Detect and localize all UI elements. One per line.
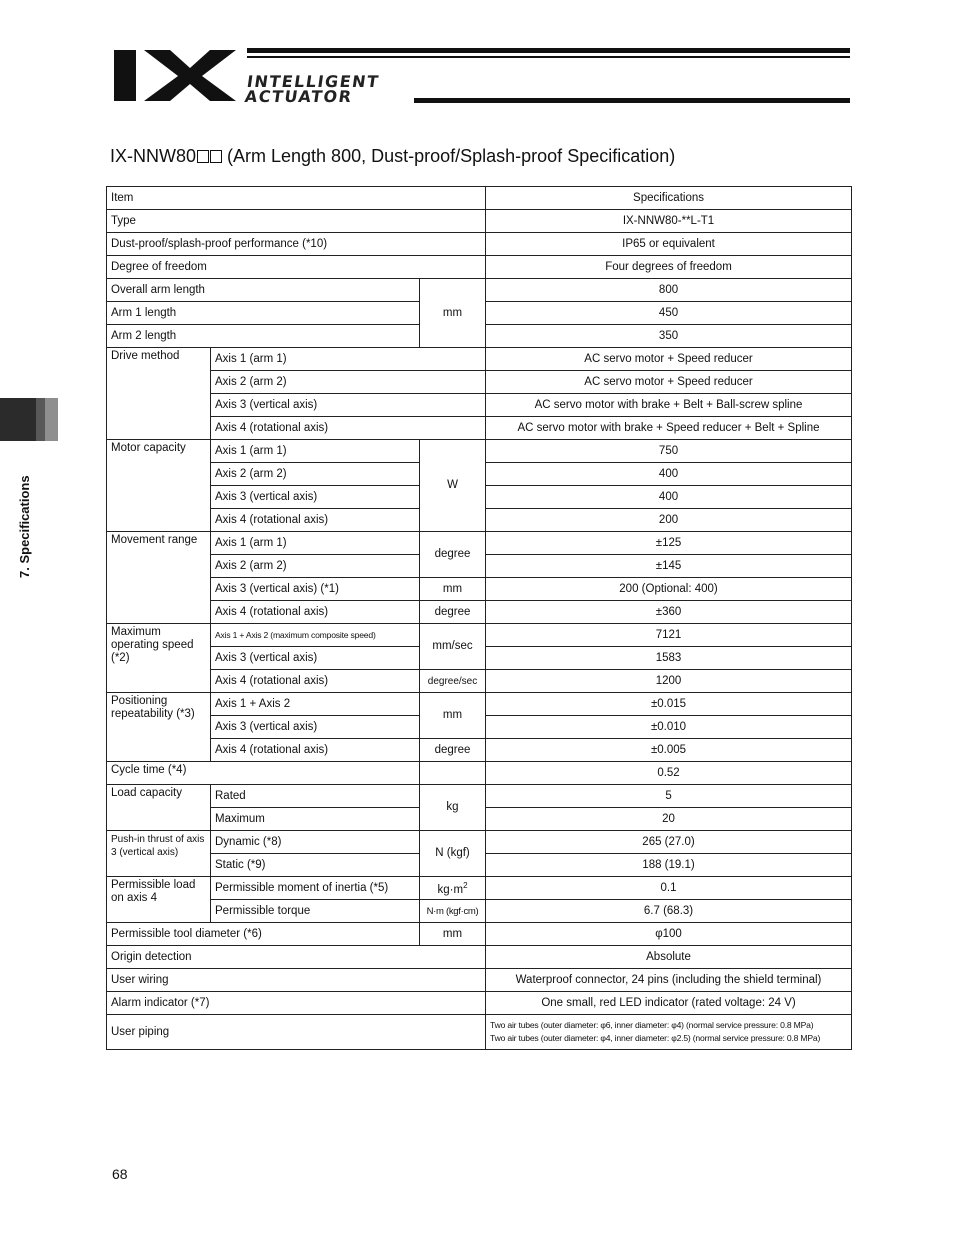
axis-label: Axis 3 (vertical axis): [211, 716, 420, 739]
table-row: [107, 992, 852, 1015]
axis-label: Axis 3 (vertical axis) (*1): [211, 578, 420, 601]
unit-cell: degree: [420, 532, 486, 578]
table-row: [107, 210, 852, 233]
empty-unit-cell: [420, 762, 486, 785]
thrust-value: 265 (27.0): [486, 831, 852, 854]
unit-cell: mm: [420, 923, 486, 946]
table-row: [107, 762, 852, 785]
motor-value: 400: [486, 463, 852, 486]
axis-label: Axis 1 (arm 1): [211, 348, 486, 371]
logo-line-actuator: ACTUATOR: [243, 87, 354, 106]
table-row: [107, 923, 852, 946]
perm-inertia-label: Permissible moment of inertia (*5): [211, 877, 420, 900]
chapter-label: 7. Specifications: [17, 475, 32, 578]
overall-value: 800: [486, 279, 852, 302]
logo-rule-bottom: [414, 98, 850, 103]
table-row: [107, 693, 852, 716]
thrust-static-label: Static (*9): [211, 854, 420, 877]
load-value: 20: [486, 808, 852, 831]
speed-value: 7121: [486, 624, 852, 647]
move-value: ±125: [486, 532, 852, 555]
unit-cell: mm/sec: [420, 624, 486, 670]
move-label: Movement range: [107, 532, 211, 624]
header-spec: Specifications: [486, 187, 852, 210]
chapter-tab: [0, 398, 58, 441]
axis-label: Axis 4 (rotational axis): [211, 739, 420, 762]
table-row: [107, 739, 852, 762]
pos-value: ±0.005: [486, 739, 852, 762]
move-value: ±145: [486, 555, 852, 578]
perm-torque-value: 6.7 (68.3): [486, 900, 852, 923]
wiring-value: Waterproof connector, 24 pins (including the shield terminal): [486, 969, 852, 992]
origin-value: Absolute: [486, 946, 852, 969]
drive-value: AC servo motor + Speed reducer: [486, 348, 852, 371]
unit-cell: W: [420, 440, 486, 532]
pos-value: ±0.015: [486, 693, 852, 716]
page-number: 68: [112, 1166, 128, 1182]
axis-label: Axis 2 (arm 2): [211, 463, 420, 486]
drive-value: AC servo motor with brake + Belt + Ball-screw spline: [486, 394, 852, 417]
type-value: IX-NNW80-**L-T1: [486, 210, 852, 233]
table-row: [107, 946, 852, 969]
axis-label: Axis 4 (rotational axis): [211, 509, 420, 532]
arm1-label: Arm 1 length: [107, 302, 420, 325]
table-row: [107, 831, 852, 854]
table-row: [107, 371, 852, 394]
perm-label: Permissible load on axis 4: [107, 877, 211, 923]
speed-value: 1200: [486, 670, 852, 693]
motor-value: 750: [486, 440, 852, 463]
table-row: [107, 601, 852, 624]
drive-value: AC servo motor with brake + Speed reducer + Belt + Spline: [486, 417, 852, 440]
dof-label: Degree of freedom: [107, 256, 486, 279]
axis-label: Axis 3 (vertical axis): [211, 647, 420, 670]
logo-line-intelligent: INTELLIGENT: [245, 72, 381, 91]
ix-logo-mark: [114, 48, 236, 103]
load-value: 5: [486, 785, 852, 808]
pos-label: Positioning repeatability (*3): [107, 693, 211, 762]
table-row: [107, 279, 852, 302]
axis-label: Axis 4 (rotational axis): [211, 601, 420, 624]
axis-label: Axis 4 (rotational axis): [211, 670, 420, 693]
unit-cell: degree: [420, 739, 486, 762]
unit-kgm-sup: 2: [463, 881, 468, 891]
table-row: [107, 624, 852, 647]
unit-kgm: kg·m: [437, 883, 464, 896]
type-label: Type: [107, 210, 486, 233]
overall-label: Overall arm length: [107, 279, 420, 302]
tool-value: φ100: [486, 923, 852, 946]
cycle-value: 0.52: [486, 762, 852, 785]
piping-value: [486, 1015, 852, 1050]
ix-logo: [114, 48, 850, 108]
unit-cell: [420, 877, 486, 900]
axis-label: Axis 3 (vertical axis): [211, 486, 420, 509]
piping-line: Two air tubes (outer diameter: φ6, inner diameter: φ4) (normal service pressure: 0.8 MPa): [490, 1020, 814, 1030]
title-description: (Arm Length 800, Dust-proof/Splash-proof Specification): [222, 146, 676, 166]
piping-line: Two air tubes (outer diameter: φ4, inner diameter: φ2.5) (normal service pressure: 0.8 MPa): [490, 1033, 821, 1043]
placeholder-box-icon: [197, 150, 209, 163]
motor-label: Motor capacity: [107, 440, 211, 532]
thrust-dynamic-label: Dynamic (*8): [211, 831, 420, 854]
dust-label: Dust-proof/splash-proof performance (*10): [107, 233, 486, 256]
table-row: [107, 394, 852, 417]
table-row: [107, 877, 852, 900]
arm2-value: 350: [486, 325, 852, 348]
table-row: [107, 256, 852, 279]
unit-cell: degree: [420, 601, 486, 624]
cycle-label: Cycle time (*4): [107, 762, 420, 785]
table-row: [107, 187, 852, 210]
wiring-label: User wiring: [107, 969, 486, 992]
unit-cell: N·m (kgf·cm): [420, 900, 486, 923]
table-row: [107, 532, 852, 555]
piping-label: User piping: [107, 1015, 486, 1050]
drive-label: Drive method: [107, 348, 211, 440]
thrust-label: Push-in thrust of axis 3 (vertical axis): [107, 831, 211, 877]
header-item: Item: [107, 187, 486, 210]
table-row: [107, 1015, 852, 1050]
load-label: Load capacity: [107, 785, 211, 831]
table-row: [107, 670, 852, 693]
logo-rule-top: [247, 48, 850, 53]
pos-value: ±0.010: [486, 716, 852, 739]
table-row: [107, 348, 852, 371]
chapter-tab-dark: [0, 398, 36, 441]
axis-label: Axis 1 + Axis 2 (maximum composite speed): [211, 624, 420, 647]
spec-table: [106, 186, 852, 1050]
arm2-label: Arm 2 length: [107, 325, 420, 348]
speed-value: 1583: [486, 647, 852, 670]
move-value: 200 (Optional: 400): [486, 578, 852, 601]
dust-value: IP65 or equivalent: [486, 233, 852, 256]
motor-value: 200: [486, 509, 852, 532]
placeholder-box-icon: [210, 150, 222, 163]
perm-torque-label: Permissible torque: [211, 900, 420, 923]
thrust-value: 188 (19.1): [486, 854, 852, 877]
arm1-value: 450: [486, 302, 852, 325]
table-row: [107, 969, 852, 992]
unit-cell: kg: [420, 785, 486, 831]
axis-label: Axis 1 (arm 1): [211, 532, 420, 555]
perm-inertia-value: 0.1: [486, 877, 852, 900]
axis-label: Axis 1 (arm 1): [211, 440, 420, 463]
alarm-label: Alarm indicator (*7): [107, 992, 486, 1015]
unit-cell: mm: [420, 693, 486, 739]
axis-label: Axis 2 (arm 2): [211, 555, 420, 578]
axis-label: Axis 3 (vertical axis): [211, 394, 486, 417]
chapter-tab-light: [45, 398, 58, 441]
tool-label: Permissible tool diameter (*6): [107, 923, 420, 946]
table-row: [107, 578, 852, 601]
chapter-tab-mid: [36, 398, 45, 441]
unit-cell: N (kgf): [420, 831, 486, 877]
alarm-value: One small, red LED indicator (rated voltage: 24 V): [486, 992, 852, 1015]
title-model: IX-NNW80: [110, 146, 197, 166]
logo-wordmark: [244, 74, 381, 104]
axis-label: Axis 1 + Axis 2: [211, 693, 420, 716]
dof-value: Four degrees of freedom: [486, 256, 852, 279]
axis-label: Axis 4 (rotational axis): [211, 417, 486, 440]
unit-cell: mm: [420, 578, 486, 601]
table-row: [107, 233, 852, 256]
unit-cell: mm: [420, 279, 486, 348]
speed-label: Maximum operating speed (*2): [107, 624, 211, 693]
axis-label: Axis 2 (arm 2): [211, 371, 486, 394]
origin-label: Origin detection: [107, 946, 486, 969]
table-row: [107, 440, 852, 463]
move-value: ±360: [486, 601, 852, 624]
motor-value: 400: [486, 486, 852, 509]
table-row: [107, 785, 852, 808]
unit-cell: degree/sec: [420, 670, 486, 693]
table-row: [107, 417, 852, 440]
logo-rule-top-thin: [247, 56, 850, 58]
table-row: [107, 900, 852, 923]
load-rated-label: Rated: [211, 785, 420, 808]
page-title: [110, 146, 675, 167]
drive-value: AC servo motor + Speed reducer: [486, 371, 852, 394]
load-max-label: Maximum: [211, 808, 420, 831]
